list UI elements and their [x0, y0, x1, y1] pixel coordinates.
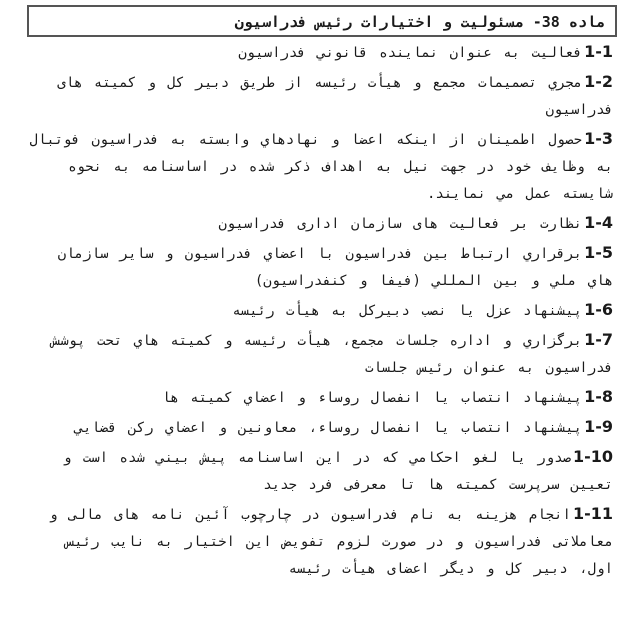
clause-item	[28, 68, 613, 124]
clause-item	[28, 209, 613, 238]
clause-item	[28, 125, 613, 208]
clause-number: 1-1	[584, 42, 613, 61]
clause-text: نظارت بر فعالیت های سازمان اداری فدراسیون	[218, 216, 583, 232]
clause-text: فعالیت به عنوان نماینده قانوني فدراسیون	[238, 45, 583, 61]
clause-item	[28, 383, 613, 412]
clause-text: برقراري ارتباط بین فدراسیون با اعضاي فدراسیون و سایر سازمان هاي ملي و بین المللي (فیفا و کنفدراسیون)	[57, 246, 613, 289]
clause-text: صدور یا لغو احکامي که در این اساسنامه پیش بیني شده است و تعیین سرپرست کمیته ها تا معرفی فرد جدید	[62, 450, 613, 493]
clause-item	[28, 38, 613, 67]
clause-number: 1-2	[584, 72, 613, 91]
clause-number: 1-6	[584, 300, 613, 319]
clause-number: 1-4	[584, 213, 613, 232]
clause-number: 1-11	[572, 504, 613, 523]
clause-item	[28, 326, 613, 382]
article-title: ماده 38- مسئولیت و اختیارات رئیس فدراسیون	[27, 5, 617, 37]
clause-item	[28, 239, 613, 295]
clause-number: 1-7	[584, 330, 613, 349]
clause-text: حصول اطمینان از اینکه اعضا و نهادهاي وابسته به فدراسیون فوتبال به وظایف خود در جهت نیل به اهداف ذکر شده در اساسنامه به نحوه شایسته عمل مي نمایند.	[29, 132, 613, 202]
clause-item	[28, 413, 613, 442]
clause-number: 1-8	[584, 387, 613, 406]
clause-text: مجري تصمیمات مجمع و هیأت رئیسه از طریق دبیر کل و کمیته های فدراسیون	[57, 75, 613, 118]
clause-item	[28, 296, 613, 325]
clause-item	[28, 443, 613, 499]
clause-number: 1-10	[572, 447, 613, 466]
clause-number: 1-3	[584, 129, 613, 148]
clause-item	[28, 500, 613, 583]
clause-number: 1-5	[584, 243, 613, 262]
clause-text: پیشنهاد انتصاب یا انفصال روساء، معاونین و اعضاي رکن قضایي	[74, 420, 583, 436]
clause-text: برگزاري و اداره جلسات مجمع، هیأت رئیسه و کمیته هاي تحت پوشش فدراسیون به عنوان رئیس جلسات	[51, 333, 613, 376]
clause-list	[28, 38, 613, 584]
clause-text: پیشنهاد عزل یا نصب دبیرکل به هیأت رئیسه	[232, 303, 583, 319]
clause-number: 1-9	[584, 417, 613, 436]
clause-text: پیشنهاد انتصاب یا انفصال روساء و اعضاي کمیته ها	[161, 390, 583, 406]
clause-text: انجام هزینه به نام فدراسیون در چارچوب آئین نامه های مالی و معاملاتی فدراسیون و در صورت لزوم تفویض این اختیار به نایب رئیس اول، دبیر کل و دیگر اعضای هیأت رئیسه	[49, 507, 613, 577]
